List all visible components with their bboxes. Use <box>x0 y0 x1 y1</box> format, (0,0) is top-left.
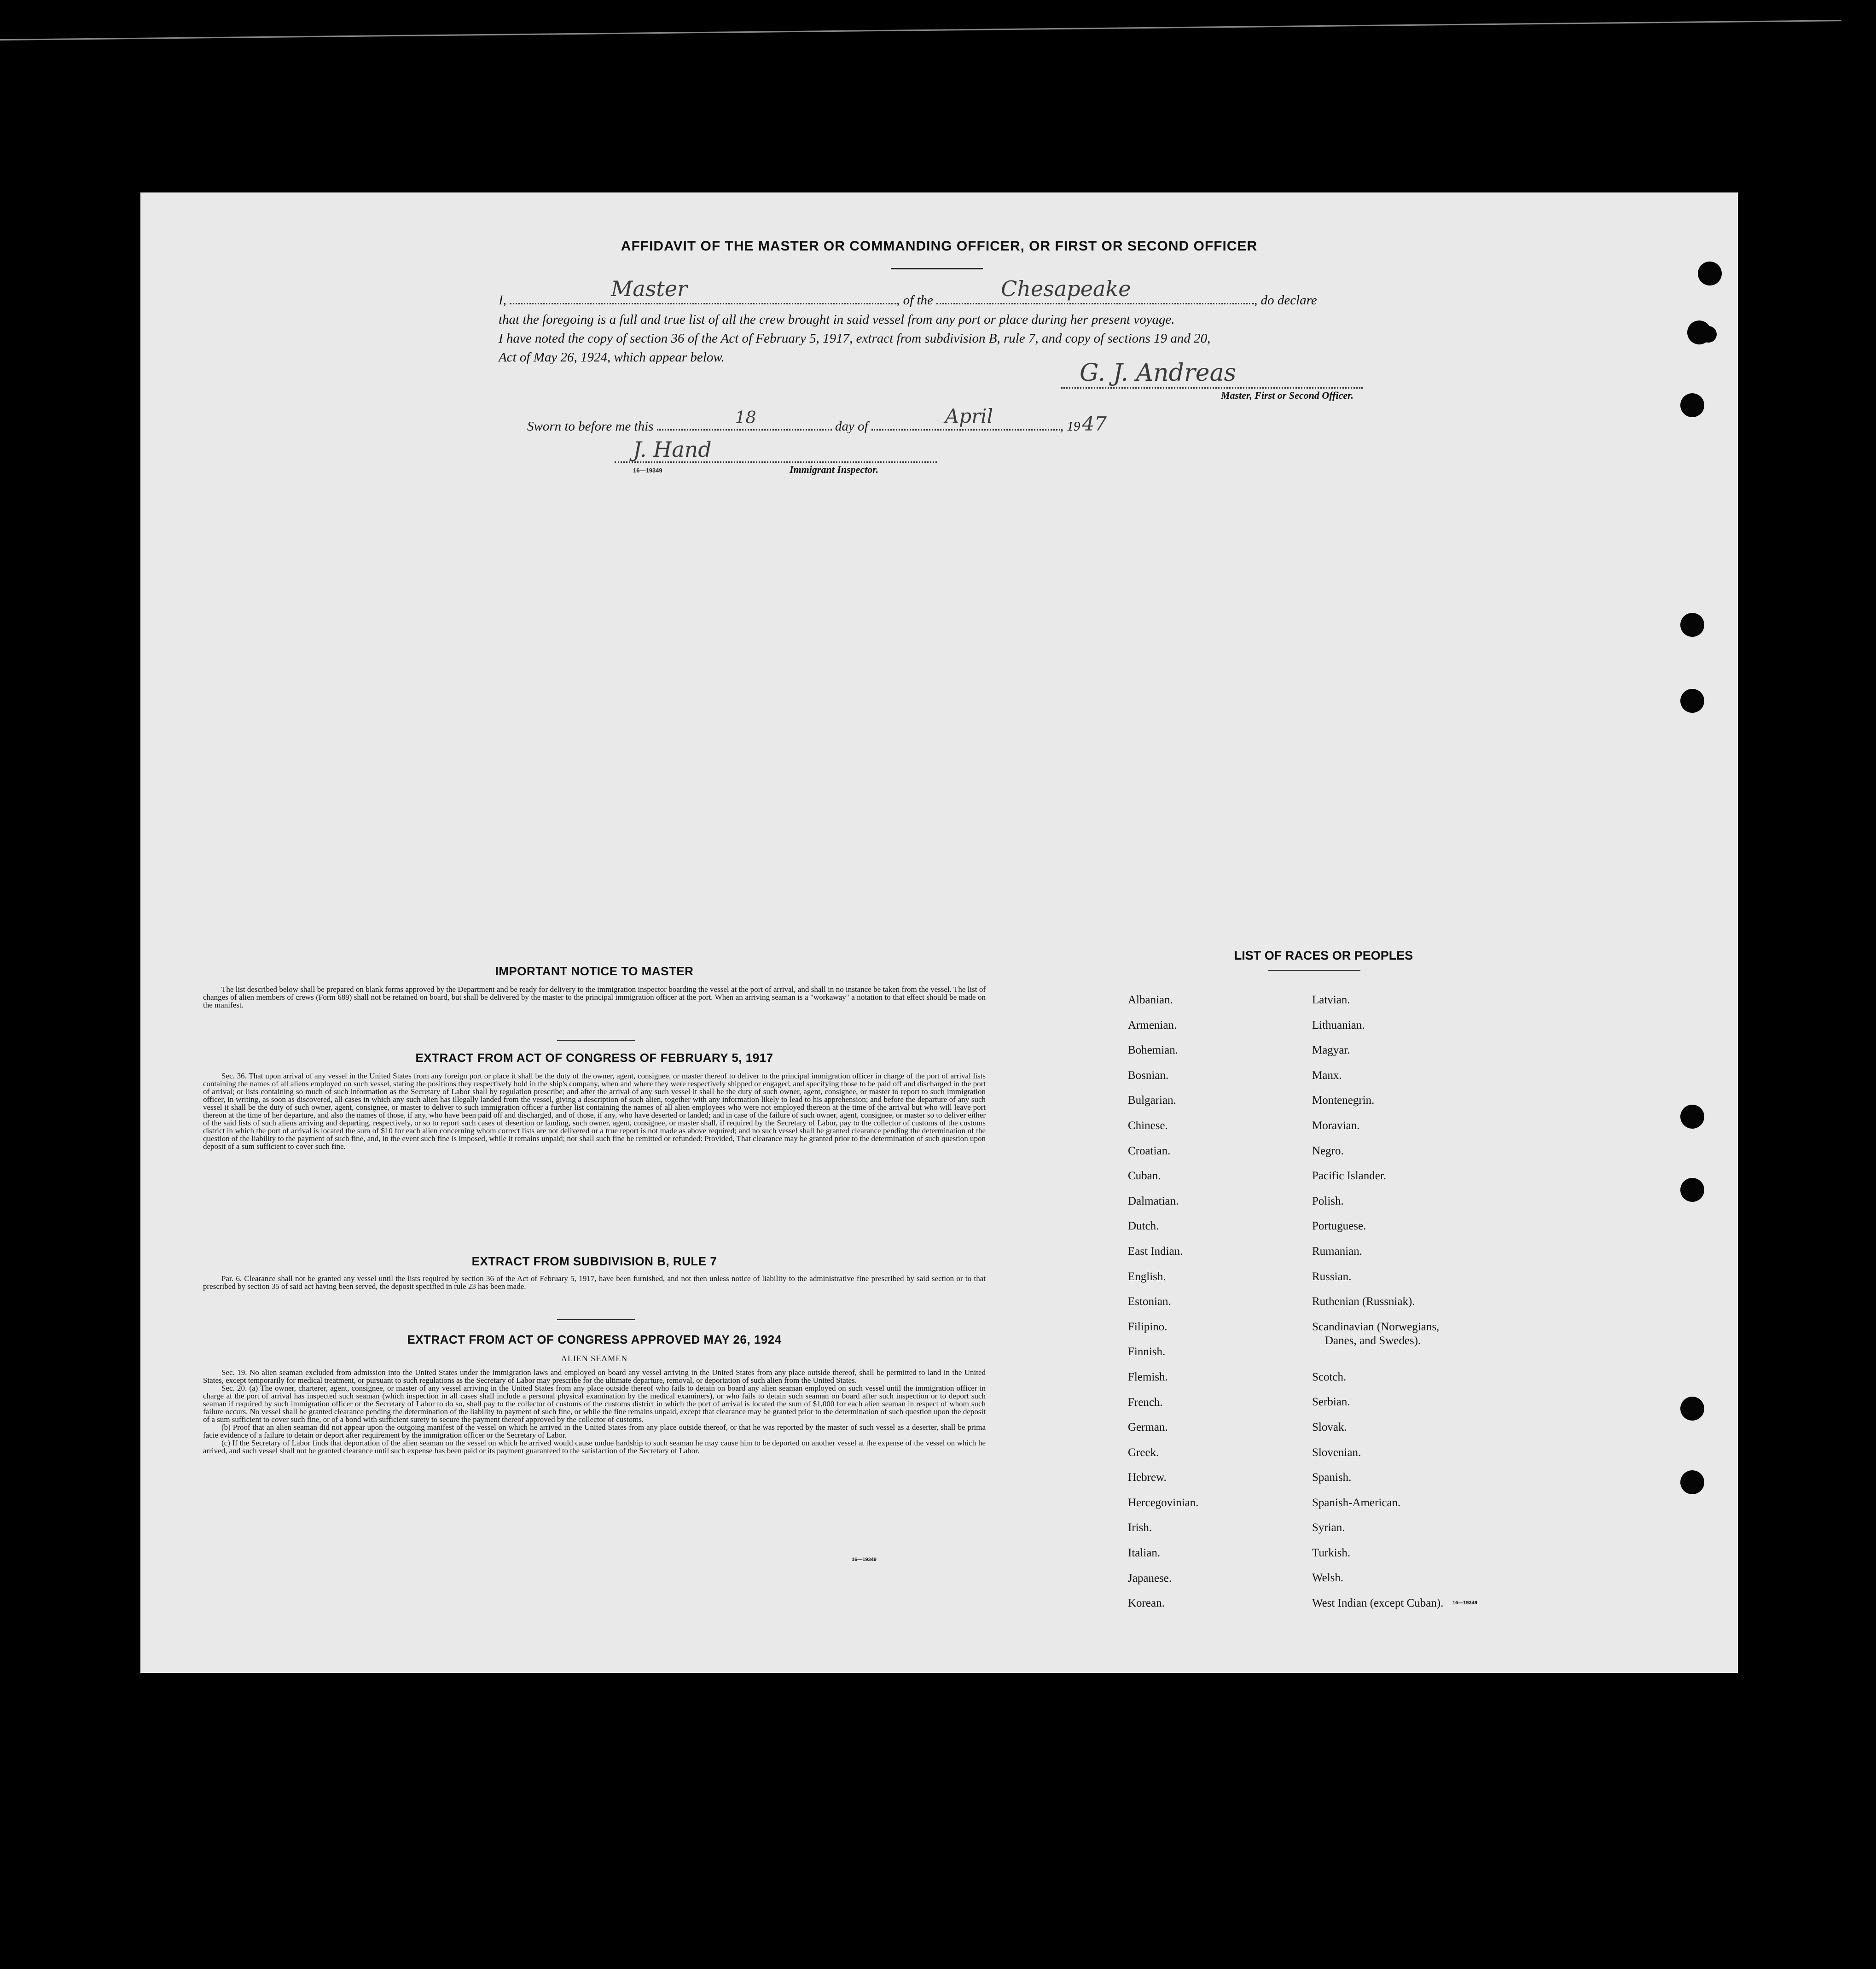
master-name-field <box>510 276 896 304</box>
race-item: Hercegovinian. <box>1128 1496 1199 1509</box>
punch-hole <box>1680 613 1704 637</box>
title-rule <box>891 268 983 269</box>
races-title-rule <box>1268 970 1360 971</box>
races-title: LIST OF RACES OR PEOPLES <box>1234 949 1413 962</box>
race-item: Irish. <box>1128 1521 1152 1534</box>
race-item: Scotch. <box>1312 1370 1347 1383</box>
punch-hole <box>1698 262 1722 285</box>
race-item: Manx. <box>1312 1069 1342 1082</box>
divider-rule <box>557 1040 635 1041</box>
race-item: Italian. <box>1128 1547 1161 1560</box>
race-item: Montenegrin. <box>1312 1094 1375 1107</box>
race-item: Moravian. <box>1312 1119 1360 1132</box>
race-item: French. <box>1128 1396 1163 1409</box>
race-item: Flemish. <box>1128 1370 1168 1383</box>
race-item: West Indian (except Cuban). <box>1312 1597 1444 1610</box>
race-item: Greek. <box>1128 1446 1159 1459</box>
race-item: Bulgarian. <box>1128 1094 1176 1107</box>
punch-hole <box>1680 1105 1704 1129</box>
race-item: Slovak. <box>1312 1421 1347 1433</box>
race-item: Polish. <box>1312 1194 1344 1207</box>
race-item: Dalmatian. <box>1128 1194 1179 1207</box>
sworn-day-handwriting: 18 <box>735 408 756 427</box>
affidavit-line-1 <box>499 276 1317 308</box>
extract-1917-text <box>203 1072 986 1150</box>
extract-1924-text <box>203 1369 986 1455</box>
race-item: Portuguese. <box>1312 1220 1366 1233</box>
of-the-label: , of the <box>896 293 933 308</box>
section-36-paragraph: Sec. 36. That upon arrival of any vessel in the United States from any foreign port or place it shall be the duty of the owner, agent, consignee, or master thereof to deliver to the principal immigration officer in charge of the port of arrival lists containing the names of all aliens employed on such vessel, stating the positions they respectively hold in the ship's company, when and where they were respectively shipped or engaged, and specifying those to be paid off and discharged in the port of arrival; or lists containing so much of such information as the Secretary of Labor shall by regulation prescribe; and after the arrival of any such vessel it shall be the duty of such owner, agent, consignee, or master to report to such immigration officer, in writing, as soon as discovered, all cases in which any such alien has illegally landed from the vessel, giving a description of such alien, together with any information likely to lead to his apprehension; and before the departure of any such vessel it shall be the duty of such owner, agent, consignee, or master to deliver to such immigration officer a further list containing the names of all alien employees who were not employed thereon at the time of the arrival but who will leave port thereon at the time of her departure, and also the names of those, if any, who have been paid off and discharged, and of those, if any, who have deserted or landed; and in case of the failure of such owner, agent, consignee, or master so to deliver either of the said lists of such aliens arriving and departing, respectively, or so to report such cases of desertion or landing, such owner, agent, consignee, or master shall, if required by the Secretary of Labor, pay to the collector of customs of the customs district in which the port of arrival is located the sum of $10 for each alien concerning whom correct lists are not delivered or a true report is not made as above required; and no such vessel shall be granted clearance pending the determination of the question of the liability to the payment of such fine, and, in the event such fine is imposed, while it remains unpaid; nor shall such fine be remitted or refunded: Provided, That clearance may be granted prior to the determination of such question upon deposit of a sum sufficient to cover such fine. <box>203 1072 986 1151</box>
race-item: Chinese. <box>1128 1119 1168 1132</box>
race-item: Magyar. <box>1312 1044 1350 1057</box>
race-item: Ruthenian (Russniak). <box>1312 1295 1415 1308</box>
vessel-name-field <box>936 276 1254 304</box>
race-item: Serbian. <box>1312 1396 1350 1409</box>
year-prefix: , 19 <box>1060 419 1080 434</box>
race-item: Bosnian. <box>1128 1069 1169 1082</box>
notice-paragraph: The list described below shall be prepared on blank forms approved by the Department and be ready for delivery to the immigration inspector boarding the vessel at the port of arrival, and shall in no instance be taken from the vessel. The list of changes of alien members of crews (Form 689) shall not be retained on board, but shall be delivered by the master to the principal immigration officer at the port. When an arriving seaman is a "workaway" a notation to that effect should be made on the manifest. <box>203 985 986 1009</box>
rule7-heading: EXTRACT FROM SUBDIVISION B, RULE 7 <box>471 1254 717 1268</box>
race-item: Syrian. <box>1312 1521 1345 1534</box>
master-signature-block <box>1061 359 1363 401</box>
race-item: Japanese. <box>1128 1572 1172 1585</box>
race-item: Russian. <box>1312 1270 1352 1283</box>
divider-rule <box>557 1319 635 1320</box>
race-item: Armenian. <box>1128 1019 1177 1031</box>
race-item: Finnish. <box>1128 1346 1166 1358</box>
vessel-name-handwriting: Chesapeake <box>1001 276 1131 301</box>
master-signature: G. J. Andreas <box>1080 359 1237 387</box>
signature-caption: Master, First or Second Officer. <box>1220 390 1353 401</box>
races-left-column <box>1128 988 1198 1616</box>
inspector-signature-block <box>615 434 937 476</box>
punch-hole <box>1680 1470 1704 1494</box>
race-item: Latvian. <box>1312 994 1350 1006</box>
rule7-paragraph: Par. 6. Clearance shall not be granted any vessel until the lists required by section 36 of the Act of February 5, 1917, have been furnished, and not then unless notice of liability to the administrative fine prescribed by said section or to that prescribed by section 35 of said act having been served, the deposit specified in rule 23 has been made. <box>203 1274 986 1291</box>
affidavit-title: AFFIDAVIT OF THE MASTER OR COMMANDING OFFICER, OR FIRST OR SECOND OFFICER <box>621 239 1258 254</box>
i-label: I, <box>499 293 506 308</box>
race-item: Turkish. <box>1312 1546 1351 1559</box>
race-item: Welsh. <box>1312 1572 1344 1585</box>
do-declare-label: , do declare <box>1254 293 1317 308</box>
section-19-paragraph: Sec. 19. No alien seaman excluded from admission into the United States under the immigration laws and employed on board any vessel arriving in the United States from any place outside thereof, shall be permitted to land in the United States, except temporarily for medical treatment, or pursuant to such regulations as the Secretary of Labor may prescribe for the ultimate departure, removal, or deportation of such alien from the United States. <box>203 1368 986 1385</box>
inspector-caption: Immigrant Inspector. <box>790 464 879 475</box>
sworn-day-field <box>657 408 832 431</box>
race-item: Hebrew. <box>1128 1471 1167 1484</box>
extract-1924-heading: EXTRACT FROM ACT OF CONGRESS APPROVED MAY 26, 1924 <box>407 1333 782 1346</box>
form-page <box>140 192 1738 1673</box>
race-item: German. <box>1128 1421 1168 1434</box>
race-item: Estonian. <box>1128 1295 1171 1308</box>
race-item: Rumanian. <box>1312 1245 1363 1258</box>
race-item: Lithuanian. <box>1312 1019 1365 1031</box>
race-item: Negro. <box>1312 1144 1344 1157</box>
affidavit-line-4: Act of May 26, 1924, which appear below. <box>499 350 725 365</box>
punch-hole <box>1680 1178 1704 1202</box>
affidavit-line-2: that the foregoing is a full and true list of all the crew brought in said vessel from any port or place during her present voyage. <box>499 312 1175 327</box>
sworn-month-field <box>871 405 1060 431</box>
master-name-handwriting: Master <box>611 276 688 301</box>
sworn-label: Sworn to before me this <box>527 419 654 434</box>
form-number: 16—19349 <box>633 467 662 474</box>
race-item: Pacific Islander. <box>1312 1170 1387 1183</box>
race-item: Filipino. <box>1128 1320 1167 1333</box>
section-20a-paragraph: Sec. 20. (a) The owner, charterer, agent, consignee, or master of any vessel arriving in the United States from any place outside thereof who fails to detain on board any alien seaman employed on such vessel until the immigration officer in charge at the port of arrival has inspected such seaman (which inspection in all cases shall include a personal physical examination by the medical examiners), or who fails to detain such seaman on board after such inspection or to deport such seaman if required by such immigration officer or the Secretary of Labor to do so, shall pay to the collector of customs of the customs district in which the port of arrival is located the sum of $1,000 for each alien seaman in respect of whom such failure occurs. No vessel shall be granted clearance pending the determination of the liability to payment of such fine, or while the fine remains unpaid, except that clearance may be granted prior to the determination of such question upon the deposit of a sum sufficient to cover such fine, or of a bond with sufficient surety to secure the payment thereof approved by the collector of customs. <box>203 1384 986 1424</box>
race-item: Spanish. <box>1312 1471 1352 1484</box>
notice-heading: IMPORTANT NOTICE TO MASTER <box>495 964 694 978</box>
race-item: Bohemian. <box>1128 1044 1179 1057</box>
section-20c-paragraph: (c) If the Secretary of Labor finds that deportation of the alien seaman on the vessel on which he arrived would cause undue hardship to such seaman he may cause him to be deported on another vessel at the expense of the vessel on which he arrived, and such vessel shall not be granted clearance until such expense has been paid or its payment guaranteed to the satisfaction of the Secretary of Labor. <box>203 1439 986 1455</box>
sworn-line <box>527 405 1107 435</box>
form-number: 16—19349 <box>852 1557 877 1562</box>
race-item: Scandinavian (Norwegians, <box>1312 1320 1440 1333</box>
scan-border-line <box>0 20 1841 41</box>
race-item: Danes, and Swedes). <box>1325 1334 1421 1347</box>
race-item: Slovenian. <box>1312 1446 1361 1459</box>
alien-seamen-subheading: ALIEN SEAMEN <box>561 1354 628 1363</box>
day-of-label: day of <box>835 419 868 434</box>
punch-hole <box>1700 326 1717 343</box>
race-item: English. <box>1128 1270 1166 1283</box>
races-right-column <box>1312 988 1443 1616</box>
race-item: Albanian. <box>1128 994 1173 1006</box>
sworn-month-handwriting: April <box>945 405 993 427</box>
race-item: East Indian. <box>1128 1245 1183 1258</box>
form-number: 16—19349 <box>1452 1600 1477 1606</box>
rule7-text <box>203 1275 986 1290</box>
inspector-line <box>615 461 937 463</box>
race-item: Croatian. <box>1128 1144 1171 1157</box>
race-item: Cuban. <box>1128 1170 1161 1183</box>
race-item: Korean. <box>1128 1597 1165 1610</box>
year-handwriting: 47 <box>1082 413 1107 435</box>
section-20b-paragraph: (b) Proof that an alien seaman did not appear upon the outgoing manifest of the vessel on which he arrived in the United States from any place outside thereof, or that he was reported by the master of such vessel as a deserter, shall be prima facie evidence of a failure to detain or deport after requirement by the immigration officer or the Secretary of Labor. <box>203 1423 986 1439</box>
notice-text <box>203 985 986 1009</box>
punch-hole <box>1680 393 1704 417</box>
punch-hole <box>1680 689 1704 713</box>
affidavit-line-3: I have noted the copy of section 36 of the Act of February 5, 1917, extract from subdivision B, rule 7, and copy of sections 19 and 20, <box>499 331 1211 346</box>
extract-1917-heading: EXTRACT FROM ACT OF CONGRESS OF FEBRUARY 5, 1917 <box>415 1051 773 1065</box>
punch-hole <box>1680 1397 1704 1421</box>
signature-line <box>1061 387 1363 389</box>
race-item: Dutch. <box>1128 1220 1159 1233</box>
inspector-signature: J. Hand <box>633 437 712 462</box>
race-item: Spanish-American. <box>1312 1496 1401 1509</box>
